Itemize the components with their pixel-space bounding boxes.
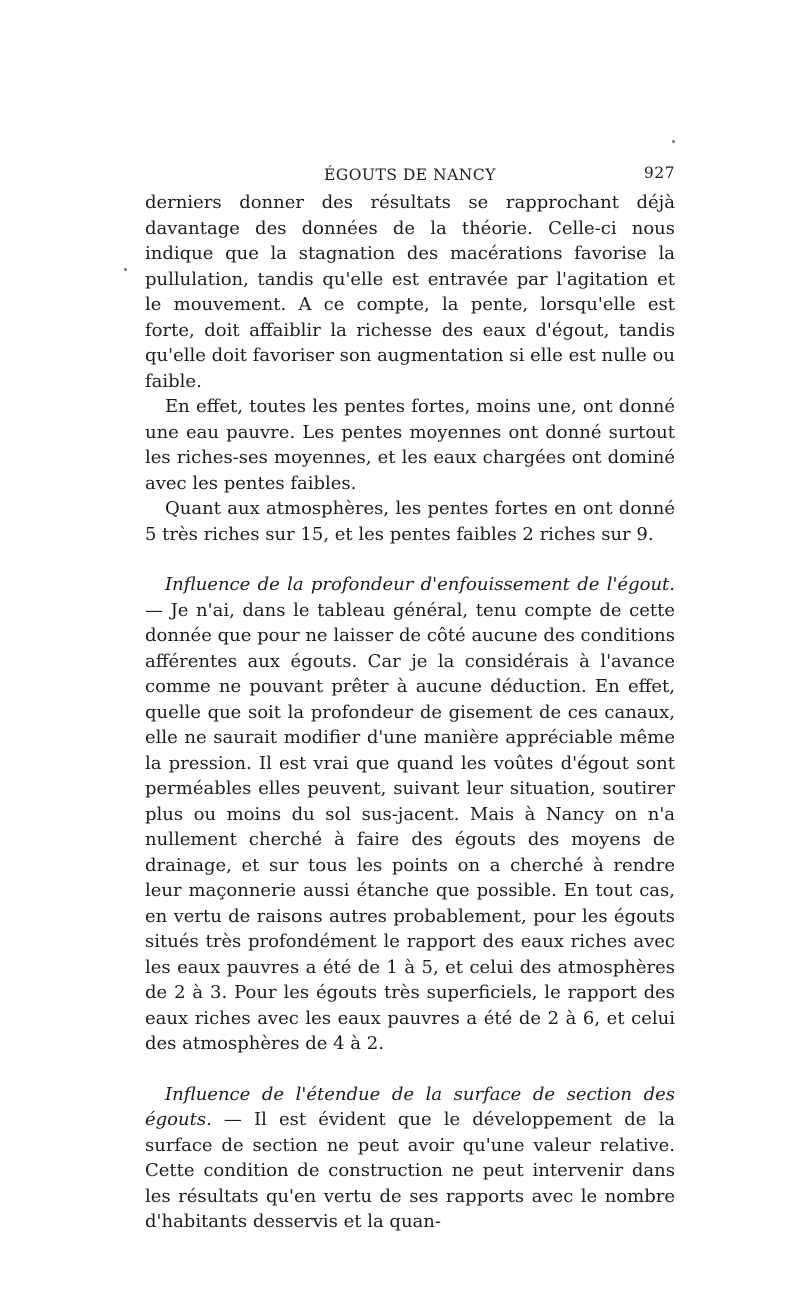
paragraph-text: Il est évident que le développement de la surface de section ne peut avoir qu'une valeur relative. Cette condition de construction ne peut intervenir dans les résultats qu'en vertu de ses rapports avec le nombre d'habitants desservis et la quan- [145,1109,675,1232]
section-heading: Influence de l'étendue de la surface de section des égouts. — [145,1083,675,1130]
section-gap [145,547,675,572]
paragraph-text: En effet, toutes les pentes fortes, moins une, ont donné une eau pauvre. Les pentes moyennes ont donné surtout les riches-ses moyennes, et les eaux chargées ont dominé avec les pentes faibles. [145,396,675,494]
section-depth [145,572,675,1057]
running-head [145,160,675,190]
margin-speck [672,140,675,143]
paragraph-text: Quant aux atmosphères, les pentes fortes en ont donné 5 très riches sur 15, et les pentes faibles 2 riches sur 9. [145,498,675,545]
paragraph-strong-slopes [145,394,675,496]
page-number: 927 [643,164,675,182]
running-title: ÉGOUTS DE NANCY [324,166,496,184]
section-gap [145,1057,675,1082]
book-page [145,160,675,1235]
paragraph-pullulation [145,190,675,394]
section-surface [145,1082,675,1235]
paragraph-text: Je n'ai, dans le tableau général, tenu compte de cette donnée que pour ne laisser de côté aucune des conditions afférentes aux égouts. Car je la considérais à l'avance comme ne pouvant prêter à aucune déduction. En effet, quelle que soit la profondeur de gisement de ces canaux, elle ne saurait modifier d'une manière appréciable même la pression. Il est vrai que quand les voûtes d'égout sont perméables elles peuvent, suivant leur situation, soutirer plus ou moins du sol sus-jacent. Mais à Nancy on n'a nullement cherché à faire des égouts des moyens de drainage, et sur tous les points on a cherché à rendre leur maçonnerie aussi étanche que possible. En tout cas, en vertu de raisons autres probablement, pour les égouts situés très profondément le rapport des eaux riches avec les eaux pauvres a été de 1 à 5, et celui des atmosphères de 2 à 3. Pour les égouts très superficiels, le rapport des eaux riches avec les eaux pauvres a été de 2 à 6, et celui des atmosphères de 4 à 2. [145,599,675,1054]
paragraph-atmospheres [145,496,675,547]
margin-speck [124,268,127,271]
section-heading: Influence de la profondeur d'enfouissement de l'égout. — [145,574,675,621]
paragraph-text: derniers donner des résultats se rapprochant déjà davantage des données de la théorie. Celle-ci nous indique que la stagnation des macérations favorise la pullulation, tandis qu'elle est entravée par l'agitation et le mouvement. A ce compte, la pente, lorsqu'elle est forte, doit affaiblir la richesse des eaux d'égout, tandis qu'elle doit favoriser son augmentation si elle est nulle ou faible. [145,192,675,392]
